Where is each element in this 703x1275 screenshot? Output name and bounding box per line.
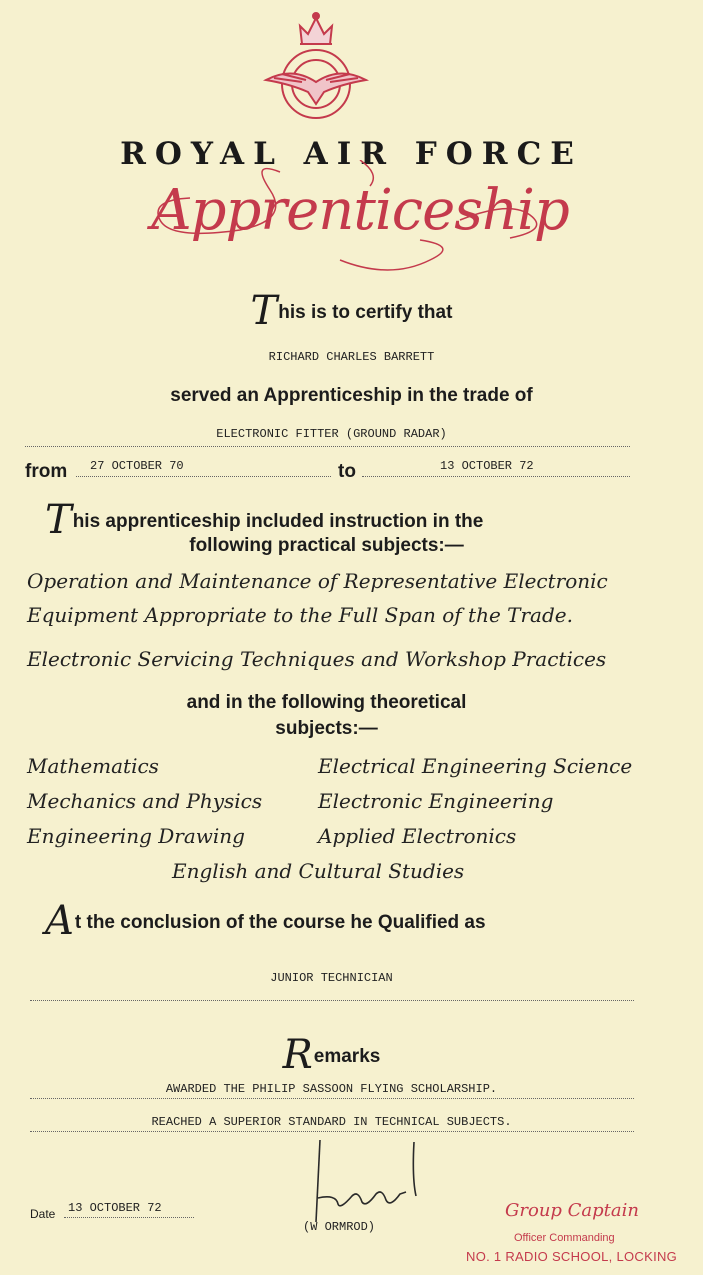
qualified-initial: A	[45, 898, 74, 944]
to-label: to	[338, 461, 356, 482]
remark-divider	[30, 1131, 634, 1132]
remarks-initial: R	[282, 1032, 313, 1078]
certificate-subtitle: Apprenticeship	[151, 178, 569, 243]
subject-item: Mechanics and Physics	[27, 789, 263, 813]
subject-item: Engineering Drawing	[27, 824, 245, 848]
subject-item: Electronic Engineering	[318, 789, 554, 813]
from-label: from	[25, 461, 68, 482]
practical-item: Operation and Maintenance of Representative Electronic	[27, 569, 608, 593]
subject-item: English and Cultural Studies	[172, 859, 465, 883]
qualified-divider	[30, 1000, 634, 1001]
signatory-name: (W ORMROD)	[303, 1220, 376, 1234]
date-label: Date	[30, 1207, 56, 1221]
practical-item: Electronic Servicing Techniques and Workshop Practices	[27, 647, 607, 671]
remark-divider	[30, 1098, 634, 1099]
trade-value: ELECTRONIC FITTER (GROUND RADAR)	[216, 427, 447, 441]
trade-divider	[25, 446, 630, 447]
theoretical-line2: subjects:—	[275, 718, 378, 739]
subject-item: Mathematics	[27, 754, 159, 778]
qualified-line	[45, 898, 685, 944]
certify-text: his is to certify that	[278, 302, 453, 323]
remarks-text: emarks	[313, 1046, 381, 1067]
certify-line	[0, 288, 703, 334]
subject-item: Electrical Engineering Science	[318, 754, 633, 778]
from-value: 27 OCTOBER 70	[90, 459, 184, 473]
practical-text: his apprenticeship included instruction in the	[72, 511, 484, 532]
practical-item: Equipment Appropriate to the Full Span of the Trade.	[27, 603, 573, 627]
date-divider	[64, 1217, 194, 1218]
practical-initial: T	[45, 497, 72, 543]
trade-intro: served an Apprenticeship in the trade of	[170, 385, 533, 406]
subject-item: Applied Electronics	[318, 824, 517, 848]
qualified-text: t the conclusion of the course he Qualified as	[74, 912, 486, 933]
practical-line2: following practical subjects:—	[189, 535, 464, 556]
remark-line: AWARDED THE PHILIP SASSOON FLYING SCHOLARSHIP.	[165, 1082, 498, 1096]
to-divider	[362, 476, 630, 477]
remark-line: REACHED A SUPERIOR STANDARD IN TECHNICAL SUBJECTS.	[151, 1115, 512, 1129]
qualified-value: JUNIOR TECHNICIAN	[270, 971, 393, 985]
signature-icon	[296, 1138, 436, 1228]
raf-crest-icon	[262, 8, 370, 126]
signatory-rank: Group Captain	[505, 1200, 639, 1221]
certificate-title: ROYAL AIR FORCE	[120, 136, 583, 172]
from-divider	[76, 476, 331, 477]
remarks-heading	[0, 1032, 683, 1078]
certify-initial: T	[250, 288, 278, 334]
to-value: 13 OCTOBER 72	[440, 459, 534, 473]
date-value: 13 OCTOBER 72	[68, 1201, 162, 1215]
signatory-role: Officer Commanding	[514, 1232, 615, 1244]
theoretical-line1: and in the following theoretical	[186, 692, 467, 713]
apprentice-name: RICHARD CHARLES BARRETT	[268, 350, 435, 364]
signatory-unit: NO. 1 RADIO SCHOOL, LOCKING	[466, 1249, 678, 1264]
